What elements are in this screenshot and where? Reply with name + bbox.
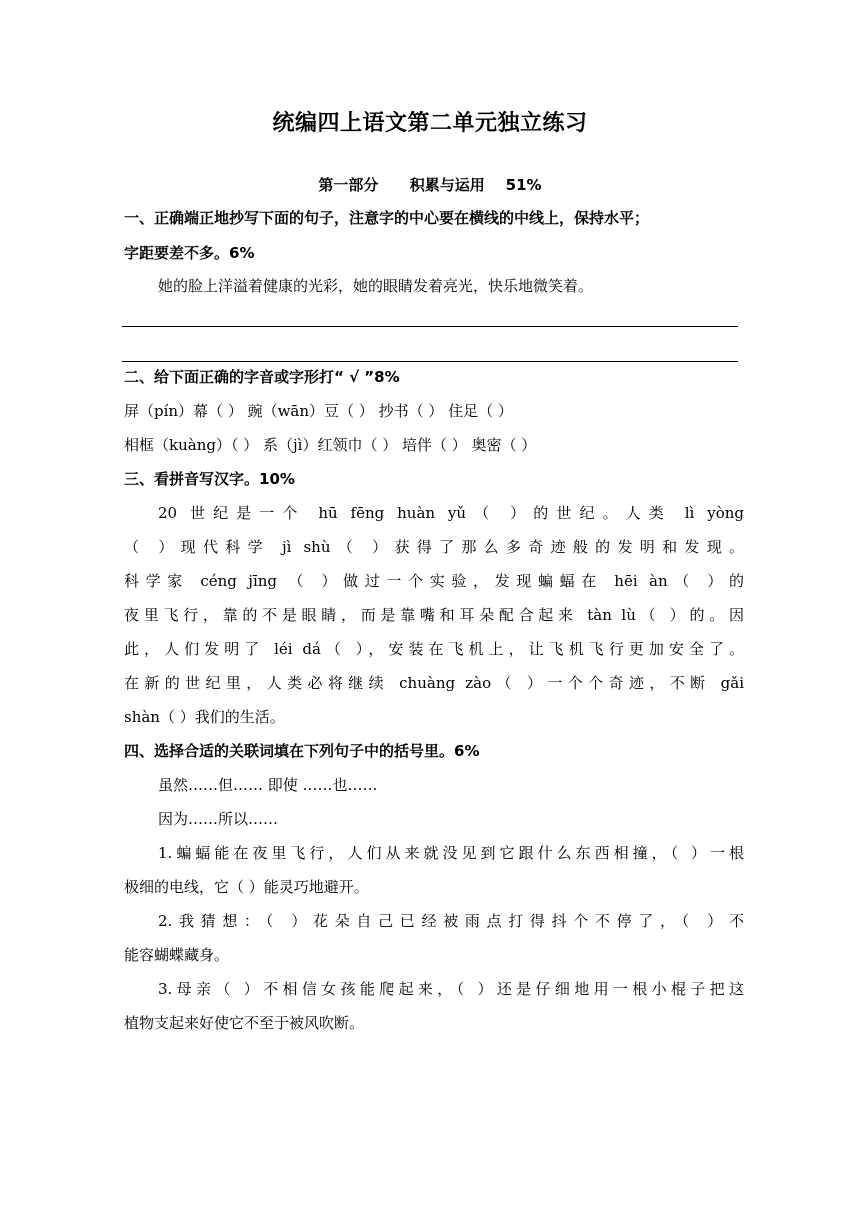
question3-line2: 植物支起来好使它不至于被风吹断。 [124,1014,365,1032]
page-title: 统编四上语文第二单元独立练习 [272,111,588,136]
writing-line-2 [122,361,738,362]
question1-line2: 极细的电线，它（ ）能灵巧地避开。 [124,878,369,896]
section3-line3: 科学家 céng jīng （ ）做过一个实验，发现蝙蝠在 hēi àn（ ）的 [124,572,744,590]
section3-heading: 三、看拼音写汉字。10% [124,470,295,488]
copy-sentence: 她的脸上洋溢着健康的光彩，她的眼睛发着亮光，快乐地微笑着。 [158,277,594,295]
section2-line1: 屏（pín）幕（ ） 豌（wān）豆（ ） 抄书（ ） 住足（ ） [124,402,513,420]
section1-heading-line2: 字距要差不多。6% [124,244,255,262]
part-heading: 第一部分 积累与运用 51% [318,176,542,194]
section3-line6: 在新的世纪里，人类必将继续 chuàng zào（ ）一个个奇迹，不断 gǎi [124,674,744,692]
section3-line2: （ ）现代科学 jì shù（ ）获得了那么多奇迹般的发明和发现。 [124,538,744,556]
section2-line2: 相框（kuàng）（ ） 系（jì）红领巾（ ） 培伴（ ） 奥密（ ） [124,436,537,454]
section3-line7: shàn（ ）我们的生活。 [124,708,285,726]
question1-line1: 1.蝙蝠能在夜里飞行，人们从来就没见到它跟什么东西相撞，（ ）一根 [158,844,744,862]
section3-line4: 夜里飞行，靠的不是眼睛，而是靠嘴和耳朵配合起来 tàn lù（ ）的。因 [124,606,744,624]
section3-line5: 此，人们发明了 léi dá（ ），安装在飞机上，让飞机飞行更加安全了。 [124,640,744,658]
question3-line1: 3.母亲（ ）不相信女孩能爬起来，（ ）还是仔细地用一根小棍子把这 [158,980,744,998]
conjunction-options-line1: 虽然……但…… 即使 ……也…… [158,776,378,794]
section3-line1: 20 世纪是一个 hū fēng huàn yǔ（ ）的世纪。人类 lì yòng [158,504,744,522]
question2-line2: 能容蝴蝶藏身。 [124,946,230,964]
question2-line1: 2.我猜想：（ ）花朵自己已经被雨点打得抖个不停了，（ ）不 [158,912,744,930]
section2-heading: 二、给下面正确的字音或字形打“ √ ”8% [124,368,400,386]
conjunction-options-line2: 因为……所以…… [158,810,279,828]
section4-heading: 四、选择合适的关联词填在下列句子中的括号里。6% [124,742,480,760]
section1-heading-line1: 一、正确端正地抄写下面的句子，注意字的中心要在横线的中线上，保持水平； [124,209,650,227]
writing-line-1 [122,326,738,327]
